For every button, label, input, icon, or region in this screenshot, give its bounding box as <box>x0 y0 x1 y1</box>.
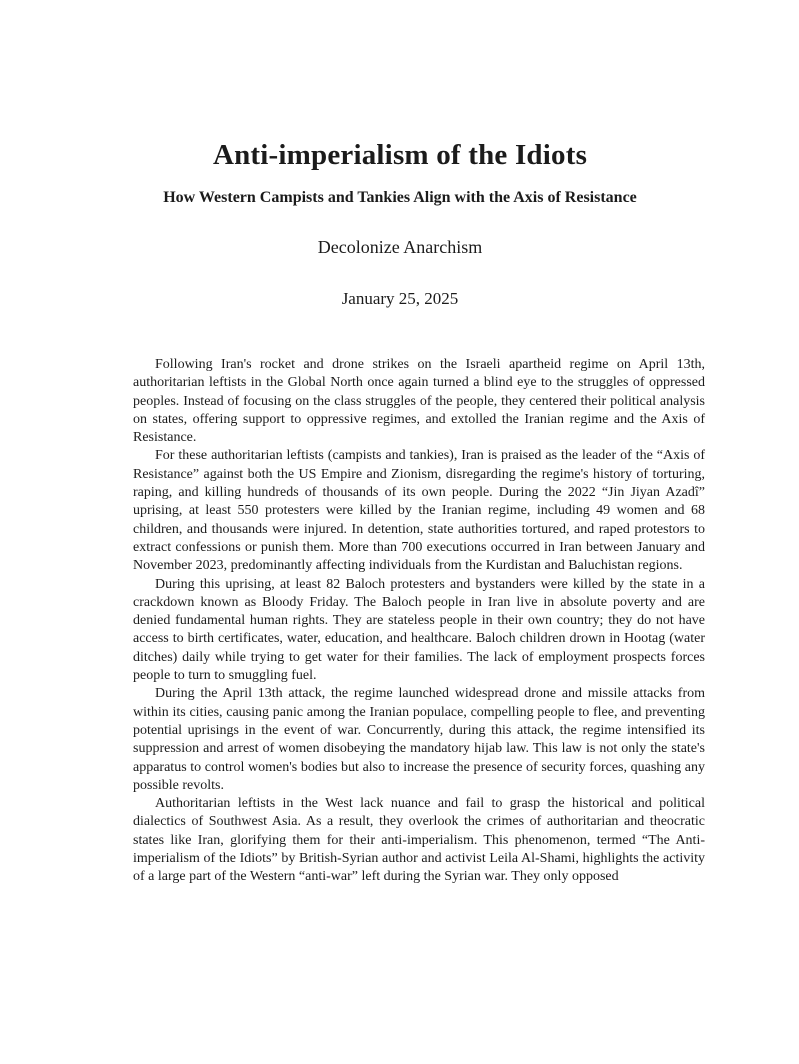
document-body <box>133 356 705 887</box>
document-date: January 25, 2025 <box>341 288 459 308</box>
document-title: Anti-imperialism of the Idiots <box>212 139 588 171</box>
body-paragraph: During the April 13th attack, the regime launched widespread drone and missile attacks from within its cities, causing panic among the Iranian populace, compelling people to flee, and preventing potential uprisings in the event of war. Concurrently, during this attack, the regime intensified its suppression and arrest of women disobeying the mandatory hijab law. This law is not only the state's apparatus to control women's bodies but also to increase the presence of security forces, quashing any possible revolts. <box>133 686 705 793</box>
body-paragraph: For these authoritarian leftists (campists and tankies), Iran is praised as the leader of the “Axis of Resistance” against both the US Empire and Zionism, disregarding the regime's history of torturing, raping, and killing hundreds of thousands of its own people. During the 2022 “Jin Jiyan Azadî” uprising, at least 550 protesters were killed by the Iranian regime, including 49 women and 68 children, and thousands were injured. In detention, state authorities tortured, and raped protestors to extract confessions or punish them. More than 700 executions occurred in Iran between January and November 2023, predominantly affecting individuals from the Kurdistan and Baluchistan regions. <box>133 448 705 574</box>
body-paragraph: During this uprising, at least 82 Baloch protesters and bystanders were killed by the state in a crackdown known as Bloody Friday. The Baloch people in Iran live in absolute poverty and are denied fundamental human rights. They are stateless people in their own country; they do not have access to birth certificates, water, education, and healthcare. Baloch children drown in Hootag (water ditches) daily while trying to get water for their families. The lack of employment prospects forces people to turn to smuggling fuel. <box>133 576 705 684</box>
document-header <box>96 140 704 309</box>
body-paragraph: Following Iran's rocket and drone strikes on the Israeli apartheid regime on April 13th, authoritarian leftists in the Global North once again turned a blind eye to the struggles of oppressed peoples. Instead of focusing on the class struggles of the people, they centered their political analysis on states, offering support to oppressive regimes, and extolled the Iranian regime and the Axis of Resistance. <box>133 357 705 446</box>
document-subtitle: How Western Campists and Tankies Align with the Axis of Resistance <box>163 188 637 206</box>
document-author: Decolonize Anarchism <box>317 236 483 257</box>
body-paragraph: Authoritarian leftists in the West lack nuance and fail to grasp the historical and political dialectics of Southwest Asia. As a result, they overlook the crimes of authoritarian and theocratic states like Iran, glorifying them for their anti-imperialism. This phenomenon, termed “The Anti-imperialism of the Idiots” by British-Syrian author and activist Leila Al-Shami, highlights the activity of a large part of the Western “anti-war” left during the Syrian war. They only opposed <box>133 796 705 885</box>
